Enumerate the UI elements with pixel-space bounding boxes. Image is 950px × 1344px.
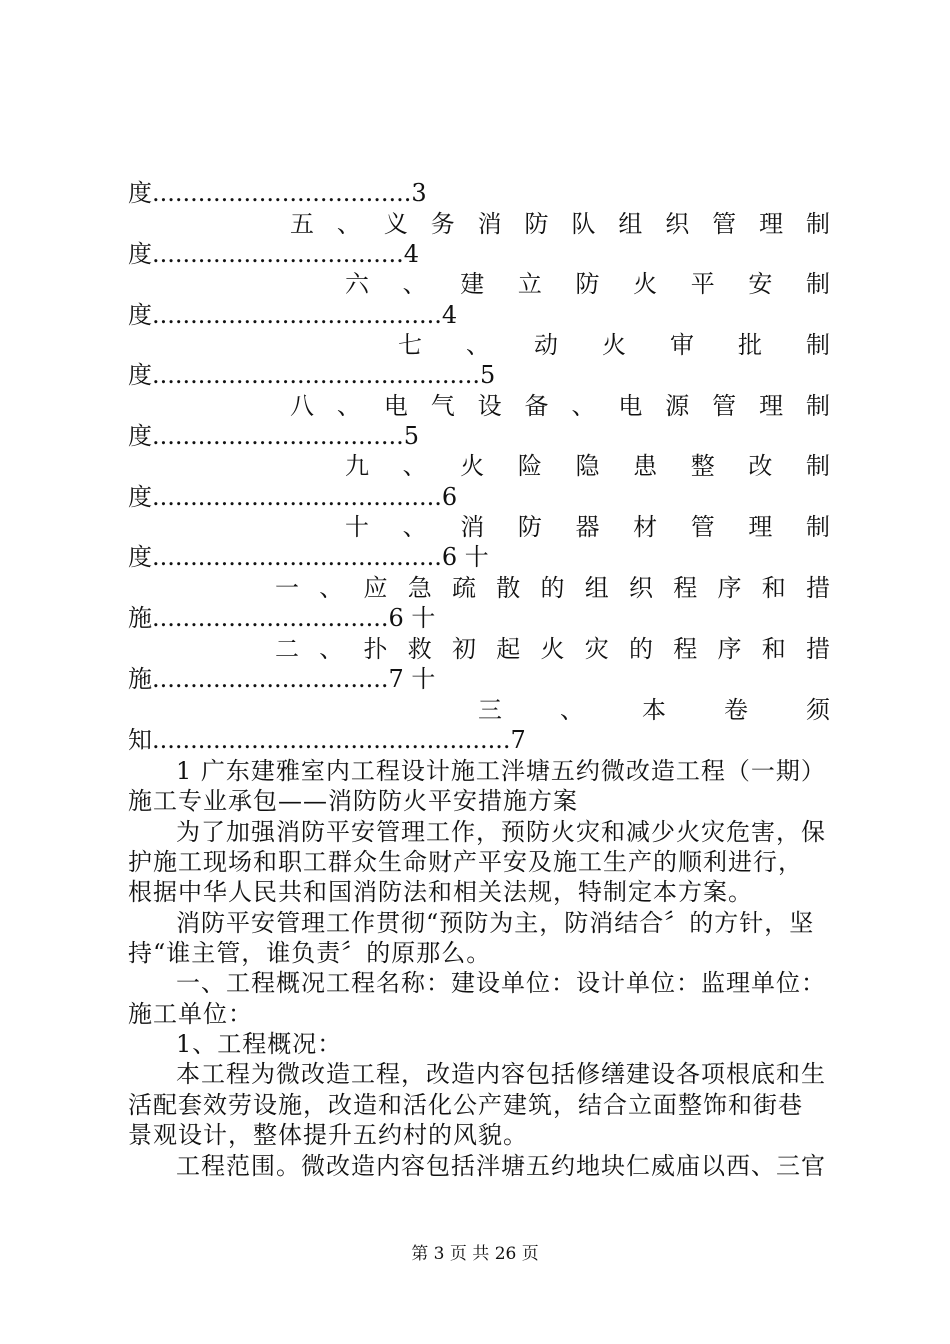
toc-char: 二	[275, 635, 299, 663]
toc-char: 制	[806, 270, 830, 298]
toc-char: 、	[336, 392, 361, 420]
toc-char: 三	[478, 696, 502, 724]
paragraph-line: 景观设计，整体提升五约村的风貌。	[128, 1121, 528, 1149]
heading-line: 1 广东建雅室内工程设计施工泮塘五约微改造工程（一期）	[176, 757, 826, 785]
heading-line: 施工专业承包——消防防火平安措施方案	[128, 787, 578, 815]
toc-char: 患	[633, 452, 658, 480]
paragraph-line: 根据中华人民共和国消防法和相关法规，特制定本方案。	[128, 878, 753, 906]
toc-entry-head	[345, 512, 830, 542]
toc-char: 八	[290, 392, 314, 420]
toc-char: 火	[633, 270, 658, 298]
toc-char: 火	[460, 452, 485, 480]
toc-char: 整	[690, 452, 715, 480]
toc-entry-head	[345, 451, 830, 481]
toc-char: 初	[452, 635, 476, 663]
toc-entry-tail: 度......................................4	[128, 301, 458, 329]
toc-char: 的	[629, 635, 653, 663]
toc-char: 一	[275, 574, 299, 602]
paragraph-line: 活配套效劳设施，改造和活化公产建筑，结合立面整饰和街巷	[128, 1091, 803, 1119]
toc-char: 管	[690, 513, 715, 541]
toc-char: 、	[402, 513, 427, 541]
toc-char: 程	[673, 574, 698, 602]
toc-entry-tail: 施...............................7 十	[128, 665, 436, 693]
toc-char: 电	[618, 392, 643, 420]
toc-entry-tail: 度......................................6	[128, 483, 458, 511]
toc-entry-tail: 知...............................................7	[128, 726, 526, 754]
toc-char: 源	[665, 392, 690, 420]
toc-char: 动	[534, 331, 558, 359]
toc-char: 理	[759, 392, 784, 420]
toc-entry-tail: 度.................................5	[128, 422, 420, 450]
toc-char: 九	[345, 452, 369, 480]
toc-char: 、	[319, 635, 344, 663]
toc-char: 险	[517, 452, 542, 480]
toc-char: 五	[290, 210, 314, 238]
toc-char: 散	[496, 574, 521, 602]
page-footer: 第 3 页 共 26 页	[411, 1244, 539, 1264]
toc-char: 审	[670, 331, 694, 359]
paragraph-line: 本工程为微改造工程，改造内容包括修缮建设各项根底和生	[176, 1060, 826, 1088]
toc-char: 批	[738, 331, 762, 359]
toc-char: 气	[430, 392, 455, 420]
toc-char: 安	[748, 270, 773, 298]
toc-char: 、	[560, 696, 584, 724]
toc-char: 措	[806, 574, 830, 602]
toc-char: 备	[524, 392, 549, 420]
toc-char: 防	[575, 270, 600, 298]
toc-char: 管	[712, 392, 737, 420]
paragraph-line: 消防平安管理工作贯彻“预防为主，防消结合〞的方针，坚	[176, 909, 815, 937]
toc-char: 救	[407, 635, 432, 663]
toc-char: 、	[336, 210, 361, 238]
toc-char: 急	[407, 574, 432, 602]
toc-char: 和	[761, 635, 786, 663]
toc-char: 疏	[452, 574, 476, 602]
toc-char: 改	[748, 452, 773, 480]
toc-char: 和	[761, 574, 786, 602]
toc-char: 制	[805, 210, 830, 238]
toc-char: 设	[477, 392, 502, 420]
toc-char: 建	[460, 270, 485, 298]
toc-char: 起	[496, 635, 521, 663]
toc-char: 的	[540, 574, 565, 602]
toc-entry-tail: 度..................................3	[128, 179, 427, 207]
toc-char: 立	[517, 270, 542, 298]
toc-char: 隐	[575, 452, 600, 480]
toc-char: 、	[319, 574, 344, 602]
toc-char: 防	[524, 210, 549, 238]
toc-char: 卷	[724, 696, 748, 724]
toc-entry-head	[275, 573, 830, 603]
toc-char: 务	[430, 210, 455, 238]
toc-entry-tail: 施...............................6 十	[128, 604, 436, 632]
toc-entry-head	[478, 695, 830, 725]
paragraph-line: 护施工现场和职工群众生命财产平安及施工生产的顺利进行，	[128, 848, 803, 876]
toc-char: 组	[618, 210, 643, 238]
toc-entry-tail: 度.................................4	[128, 240, 420, 268]
toc-entry-head	[290, 391, 830, 421]
toc-char: 消	[460, 513, 485, 541]
toc-entry-tail: 度......................................6 十	[128, 543, 489, 571]
toc-char: 、	[402, 270, 427, 298]
toc-char: 制	[806, 331, 830, 359]
toc-char: 制	[805, 392, 830, 420]
toc-char: 理	[748, 513, 773, 541]
toc-char: 本	[642, 696, 666, 724]
toc-entry-head	[345, 269, 830, 299]
toc-entry-head	[290, 209, 830, 239]
toc-char: 、	[402, 452, 427, 480]
toc-char: 序	[717, 574, 742, 602]
toc-char: 序	[717, 635, 742, 663]
section-heading: 1、工程概况：	[176, 1030, 343, 1058]
toc-char: 队	[571, 210, 596, 238]
toc-entry-tail: 度...........................................5	[128, 361, 496, 389]
toc-char: 、	[466, 331, 490, 359]
toc-char: 十	[345, 513, 369, 541]
toc-char: 管	[712, 210, 737, 238]
toc-char: 器	[575, 513, 600, 541]
toc-char: 义	[383, 210, 408, 238]
toc-char: 组	[584, 574, 609, 602]
paragraph-line: 施工单位：	[128, 1000, 253, 1028]
toc-char: 扑	[363, 635, 388, 663]
toc-char: 电	[383, 392, 408, 420]
toc-entry-head	[398, 330, 830, 360]
toc-char: 措	[806, 635, 830, 663]
toc-char: 织	[629, 574, 653, 602]
toc-char: 须	[806, 696, 830, 724]
toc-char: 理	[759, 210, 784, 238]
toc-char: 消	[477, 210, 502, 238]
toc-char: 制	[806, 452, 830, 480]
toc-char: 防	[517, 513, 542, 541]
toc-char: 六	[345, 270, 369, 298]
toc-char: 平	[690, 270, 715, 298]
toc-char: 材	[633, 513, 658, 541]
toc-char: 制	[806, 513, 830, 541]
paragraph-line: 一、工程概况工程名称：建设单位：设计单位：监理单位：	[176, 969, 826, 997]
toc-char: 七	[398, 331, 422, 359]
toc-char: 灾	[584, 635, 609, 663]
toc-entry-head	[275, 634, 830, 664]
toc-char: 火	[540, 635, 565, 663]
toc-char: 织	[665, 210, 690, 238]
toc-char: 应	[363, 574, 388, 602]
toc-char: 、	[571, 392, 596, 420]
paragraph-line: 工程范围。微改造内容包括泮塘五约地块仁威庙以西、三官	[176, 1152, 826, 1180]
paragraph-line: 为了加强消防平安管理工作，预防火灾和减少火灾危害，保	[176, 818, 826, 846]
toc-char: 程	[673, 635, 698, 663]
paragraph-line: 持“谁主管，谁负责〞的原那么。	[128, 939, 492, 967]
toc-char: 火	[602, 331, 626, 359]
